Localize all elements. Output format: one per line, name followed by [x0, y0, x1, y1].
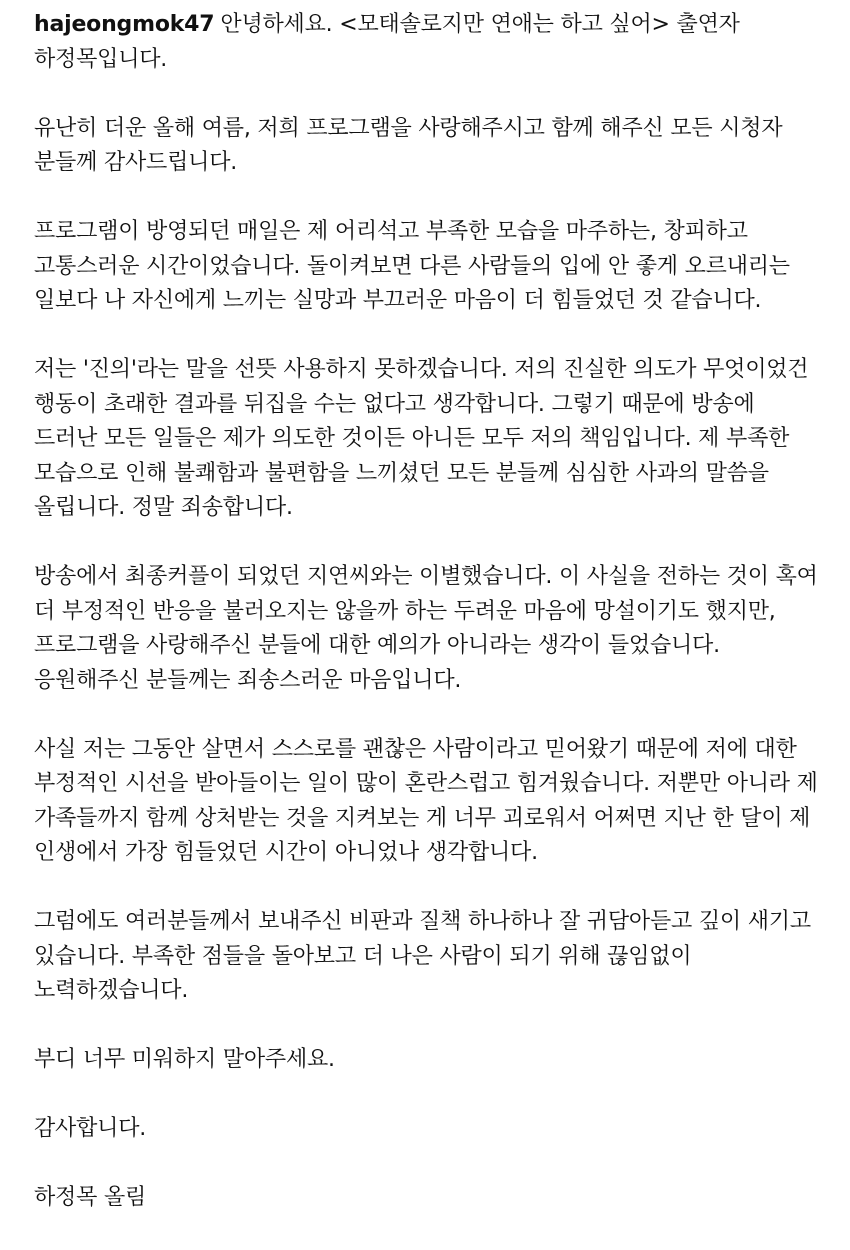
caption-paragraph: 유난히 더운 올해 여름, 저희 프로그램을 사랑해주시고 함께 해주신 모든 시청자 분들께 감사드립니다.	[34, 115, 783, 175]
caption-paragraph: 부디 너무 미워하지 말아주세요.	[34, 1047, 335, 1072]
post-caption	[34, 8, 824, 1250]
caption-closing: 감사합니다.	[34, 1116, 147, 1141]
caption-intro	[34, 8, 824, 77]
caption-paragraph: 방송에서 최종커플이 되었던 지연씨와는 이별했습니다. 이 사실을 전하는 것이 혹여 더 부정적인 반응을 불러오지는 않을까 하는 두려운 마음에 망설이기도 했지만, 프로그램을 사랑해주신 분들에 대한 예의가 아니라는 생각이 들었습니다. 응원해주신 분들께는 죄송스러운 마음입니다.	[34, 564, 818, 693]
intro-text: 안녕하세요. <모태솔로지만 연애는 하고 싶어> 출연자 하정목입니다.	[34, 12, 740, 72]
caption-paragraph: 프로그램이 방영되던 매일은 제 어리석고 부족한 모습을 마주하는, 창피하고 고통스러운 시간이었습니다. 돌이켜보면 다른 사람들의 입에 안 좋게 오르내리는 일보다 나 자신에게 느끼는 실망과 부끄러운 마음이 더 힘들었던 것 같습니다.	[34, 219, 790, 313]
caption-paragraph: 그럼에도 여러분들께서 보내주신 비판과 질책 하나하나 잘 귀담아듣고 깊이 새기고 있습니다. 부족한 점들을 돌아보고 더 나은 사람이 되기 위해 끊임없이 노력하겠습니다.	[34, 909, 811, 1003]
caption-paragraph: 사실 저는 그동안 살면서 스스로를 괜찮은 사람이라고 믿어왔기 때문에 저에 대한 부정적인 시선을 받아들이는 일이 많이 혼란스럽고 힘겨웠습니다. 저뿐만 아니라 제 가족들까지 함께 상처받는 것을 지켜보는 게 너무 괴로워서 어쩌면 지난 한 달이 제 인생에서 가장 힘들었던 시간이 아니었나 생각합니다.	[34, 736, 818, 865]
caption-paragraph: 저는 '진의'라는 말을 선뜻 사용하지 못하겠습니다. 저의 진실한 의도가 무엇이었건 행동이 초래한 결과를 뒤집을 수는 없다고 생각합니다. 그렇기 때문에 방송에 드러난 모든 일들은 제가 의도한 것이든 아니든 모두 저의 책임입니다. 제 부족한 모습으로 인해 불쾌함과 불편함을 느끼셨던 모든 분들께 심심한 사과의 말씀을 올립니다. 정말 죄송합니다.	[34, 357, 809, 520]
caption-signature: 하정목 올림	[34, 1185, 147, 1210]
username-link[interactable]: hajeongmok47	[34, 12, 215, 37]
